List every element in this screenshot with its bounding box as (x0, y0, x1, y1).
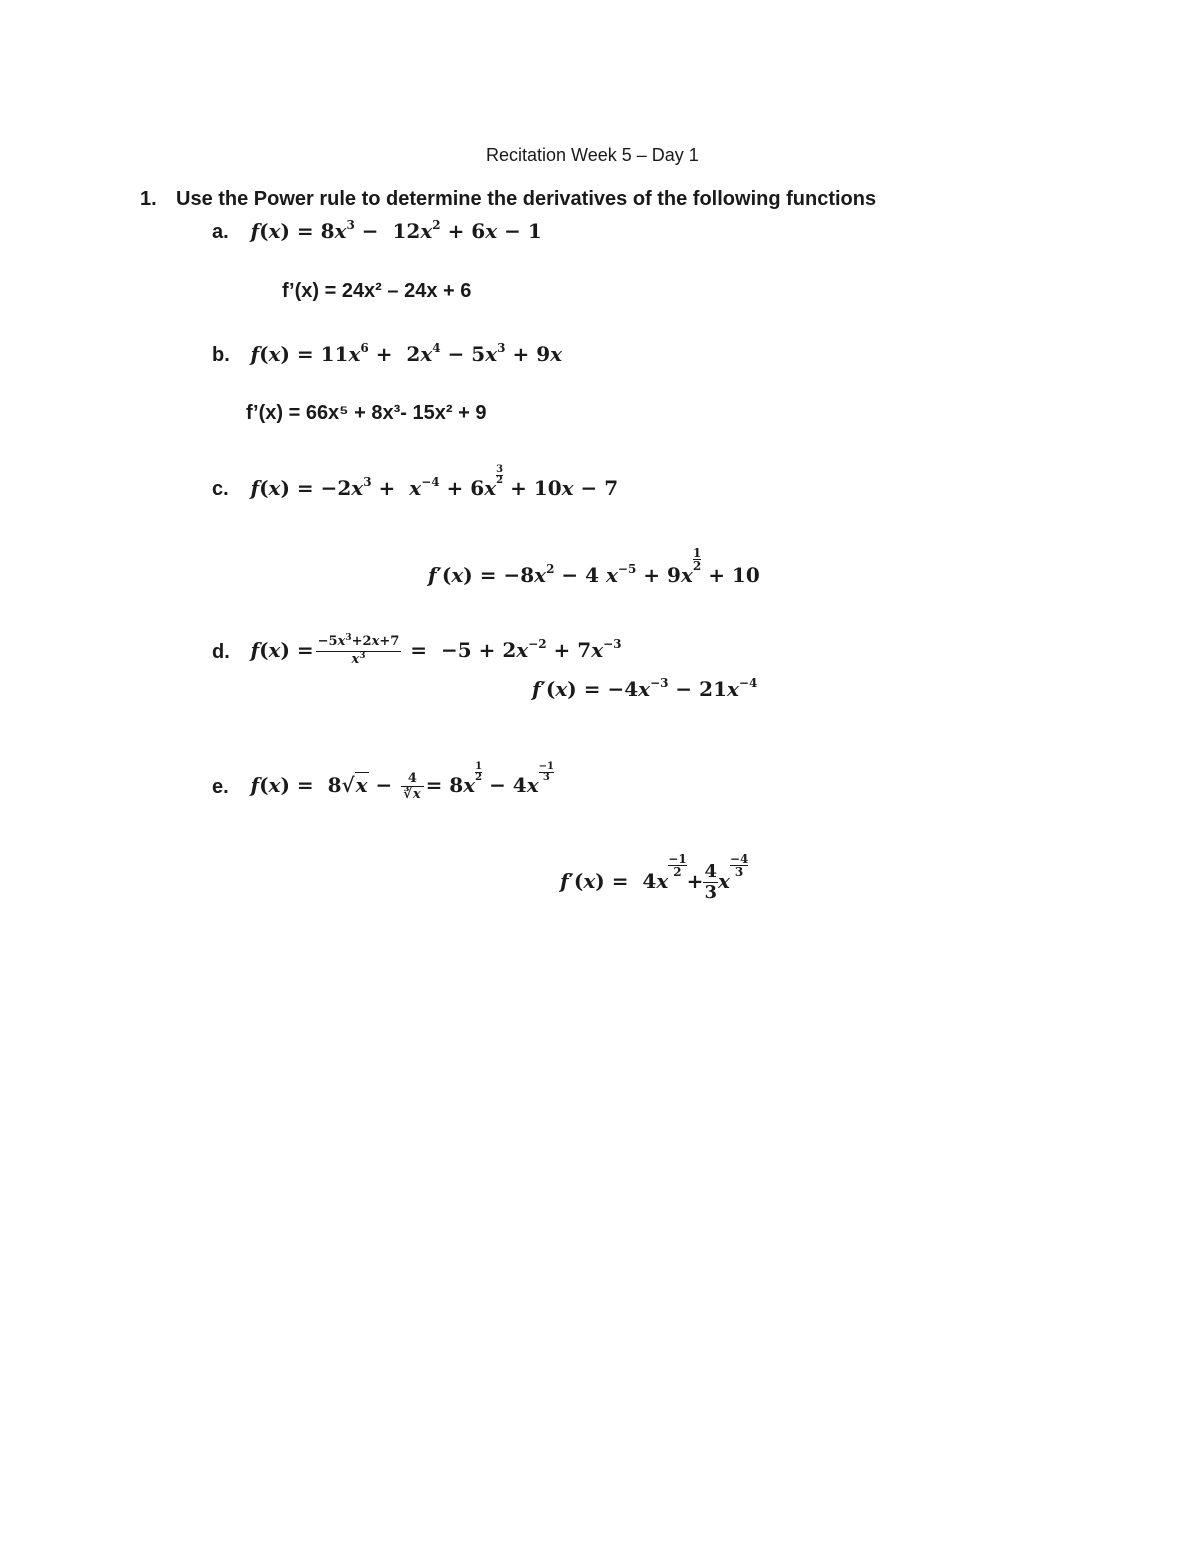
part-e-function: f(x) = 8√x − $\frac{4}{∛x}$ = 8x $\frac{1}{2}$ − 4x $\frac{-1}{3}$ (250, 761, 555, 802)
question-text: Use the Power rule to determine the derivatives of the following functions (176, 188, 877, 210)
part-label: e. (212, 776, 229, 799)
part-label: d. (212, 641, 230, 664)
question-1 (140, 188, 876, 211)
part-label: b. (212, 344, 230, 366)
part-c (212, 464, 619, 501)
part-label: c. (212, 478, 229, 500)
part-d-derivative-line (532, 677, 757, 701)
part-d-function: f(x) = $\frac{-5x^3+2x+7}{x^3}$ = $-5 + 2x^{-2} + 7x^{-3}$ (250, 633, 622, 667)
page-title: Recitation Week 5 – Day 1 (486, 145, 699, 165)
part-c-function: $f(x) = -2x^3 + x^{-4} + 6x$ $\frac{3}{2}$ + 10x − 7 (250, 464, 619, 500)
part-c-derivative-line (428, 546, 760, 587)
part-label: a. (212, 221, 229, 243)
part-d (212, 634, 622, 669)
part-b (212, 342, 562, 367)
part-b-function: $f(x) = 11x^6 + 2x^4 - 5x^3 + 9x$ (250, 341, 563, 366)
part-e-derivative: f′(x) = 4x $\frac{-1}{2}$ + $\frac{4}{3}$ x $\frac{-4}{3}$ (560, 852, 749, 903)
part-a-derivative: f’(x) = 24x² – 24x + 6 (282, 280, 472, 302)
part-b-derivative: f’(x) = 66x⁵ + 8x³- 15x² + 9 (246, 402, 487, 424)
part-c-derivative: $f'(x) = -8x^2 - 4$ $x^{-5} + 9x$ $\frac{1}{2}$ + 10 (428, 546, 760, 587)
part-e (212, 761, 555, 802)
part-d-derivative: $f'(x) = -4x^{-3} - 21x^{-4}$ (532, 676, 758, 701)
question-number: 1. (140, 188, 157, 210)
part-a (212, 219, 542, 244)
part-a-function: $f(x) = 8x^3 - 12x^2 + 6x - 1$ (250, 218, 542, 243)
part-e-derivative-line (560, 852, 749, 903)
